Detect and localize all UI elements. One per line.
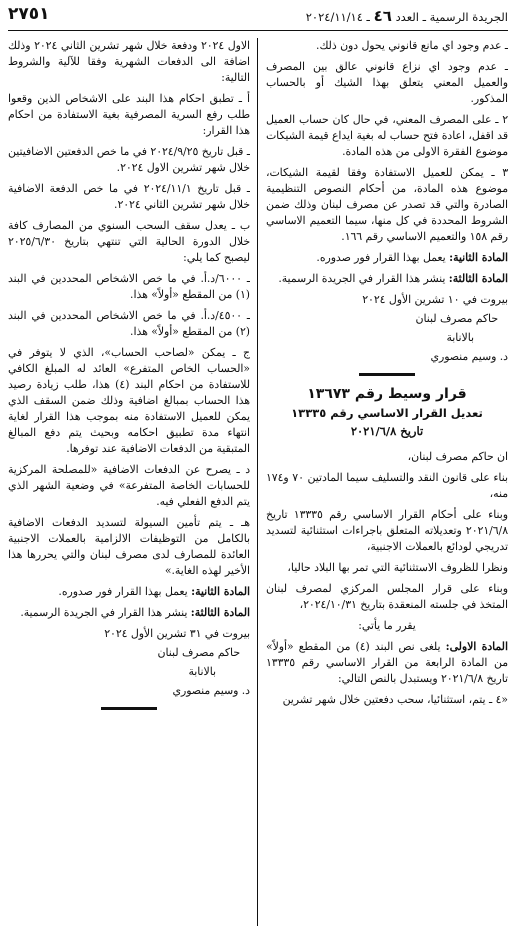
- condition-paragraph: ـ عدم وجود اي نزاع قانوني عالق بين المصرف والعميل المعني يتعلق بهذا الشيك أو بالحساب المذكور.: [266, 60, 508, 105]
- article-one: [266, 639, 508, 687]
- signature-block: [8, 626, 250, 699]
- signatory-title: حاكم مصرف لبنان: [157, 646, 240, 659]
- issue-number: ٤٦: [373, 7, 392, 25]
- article-label: المادة الثانية:: [191, 585, 250, 598]
- body-paragraph: ـ ٦٠٠٠/د.أ. في ما خص الاشخاص المحددين في البند (١) من المقطع «أولاً» هذا.: [8, 272, 250, 301]
- by-proxy: بالانابة: [446, 331, 474, 344]
- by-proxy: بالانابة: [188, 665, 216, 678]
- article-three: [266, 271, 508, 287]
- signatory-title: حاكم مصرف لبنان: [415, 312, 498, 325]
- place-date: بيروت في ٣١ تشرين الأول ٢٠٢٤: [104, 627, 250, 640]
- decision-date: تاريخ ٢٠٢١/٦/٨: [350, 424, 424, 438]
- preamble-line: ونظرا للظروف الاستثنائية التي تمر بها البلاد حاليا،: [287, 561, 508, 574]
- article-text: يلغى نص البند (٤) من المقطع «أولاً» من المادة الرابعة من القرار الاساسي رقم ١٣٣٣٥ تاريخ ٢٠٢١/٦/٨ ويستبدل بالنص التالي:: [266, 640, 508, 685]
- quote-start: «٤ ـ يتم، استثنائيا، سحب دفعتين خلال شهر تشرين: [282, 693, 508, 706]
- body-paragraph: ـ قبل تاريخ ٢٠٢٤/١١/١ في ما خص الدفعة الاضافية خلال شهر تشرين الثاني ٢٠٢٤.: [8, 182, 250, 211]
- page-header: [8, 4, 508, 31]
- article-text: يعمل بهذا القرار فور صدوره.: [316, 251, 446, 264]
- place-date: بيروت في ١٠ تشرين الأول ٢٠٢٤: [362, 293, 508, 306]
- signature-block: [266, 292, 508, 365]
- clause-paragraph: ٣ ـ يمكن للعميل الاستفادة وفقا لقيمة الشيكات، موضوع هذه المادة، من أحكام النصوص التنظيمية الصادرة والتي قد تصدر عن مصرف لبنان وذلك ضمن الشروط المحددة في كل منها، سيما التعميم الاساسي رقم ١٥٨ والتعميم الاساسي رقم ١٦٦.: [266, 166, 508, 243]
- article-label: المادة الثالثة:: [448, 272, 508, 285]
- preamble-line: وبناء على أحكام القرار الاساسي رقم ١٣٣٣٥ تاريخ ٢٠٢١/٦/٨ وتعديلاته المتعلق باجراءات استثنائية لتسديد تدريجي لودائع بالعملات الاجنبية،: [266, 508, 508, 553]
- condition-paragraph: ـ عدم وجود اي مانع قانوني يحول دون ذلك.: [316, 39, 508, 52]
- page-number: ٢٧٥١: [8, 4, 50, 24]
- decides-line: يقرر ما يأتي:: [358, 619, 416, 632]
- decision-title: قرار وسيط رقم ١٣٦٧٣: [307, 386, 467, 402]
- issue-date: ـ ٢٠٢٤/١١/١٤: [305, 10, 370, 24]
- signatory-name: د. وسيم منصوري: [172, 684, 250, 697]
- body-paragraph: أ ـ تطبق احكام هذا البند على الاشخاص الذين وقعوا طلب رفع السرية المصرفية بغية الاستفادة من احكام هذا القرار:: [8, 92, 250, 137]
- article-text: ينشر هذا القرار في الجريدة الرسمية.: [278, 272, 446, 285]
- clause-paragraph: ٢ ـ على المصرف المعني، في حال كان حساب العميل قد اقفل، اعادة فتح حساب له بغية ايداع قيمة الشيكات موضوع الفقرة الاولى من هذه المادة.: [266, 113, 508, 158]
- body-paragraph: ـ ٤٥٠٠/د.أ. في ما خص الاشخاص المحددين في البند (٢) من المقطع «أولاً» هذا.: [8, 309, 250, 338]
- article-label: المادة الاولى:: [445, 640, 508, 653]
- column-divider: [257, 38, 258, 926]
- right-column: [266, 38, 508, 930]
- signatory-name: د. وسيم منصوري: [430, 350, 508, 363]
- gazette-title: الجريدة الرسمية ـ العدد: [395, 10, 508, 24]
- article-text: يعمل بهذا القرار فور صدوره.: [58, 585, 188, 598]
- article-label: المادة الثانية:: [449, 251, 508, 264]
- section-separator: [359, 373, 415, 376]
- preamble-line: وبناء على قرار المجلس المركزي لمصرف لبنان المتخذ في جلسته المنعقدة بتاريخ ٢٠٢٤/١٠/٣١،: [266, 582, 508, 611]
- decision-subtitle: تعديل القرار الاساسي رقم ١٣٣٣٥: [291, 406, 483, 420]
- article-label: المادة الثالثة:: [190, 606, 250, 619]
- preamble-line: ان حاكم مصرف لبنان،: [407, 450, 508, 463]
- body-paragraph: ب ـ يعدل سقف السحب السنوي من المصارف كافة خلال الدورة الحالية التي تنتهي بتاريخ ٢٠٢٥/٦/٣٠ ليصبح كما يلي:: [8, 219, 250, 264]
- body-paragraph: ج ـ يمكن «لصاحب الحساب»، الذي لا يتوفر في «الحساب الخاص المتفرع» العائد له المبلغ الكافي للاستفادة من احكام البند (٤) هذا، طلب زيادة رصيد هذا الحساب بمبالغ اضافية وذلك ضمن السقف الذي يمكن للعميل الاستفادة منه بموجب هذا القرار لغاية انتهاء مدة تطبيق احكامه وبحيث يتم دفع المبالغ المتبقية من الدفعات الاضافية عند توفرها.: [8, 346, 250, 455]
- left-column: [8, 38, 250, 930]
- body-paragraph: د ـ يصرح عن الدفعات الاضافية «للمصلحة المركزية للحسابات الخاصة المتفرعة» في وضعية الشهر الذي يتم الدفع الفعلي فيه.: [8, 463, 250, 508]
- body-paragraph: ـ قبل تاريخ ٢٠٢٤/٩/٢٥ في ما خص الدفعتين الاضافيتين خلال شهر تشرين الاول ٢٠٢٤.: [8, 145, 250, 174]
- preamble-line: بناء على قانون النقد والتسليف سيما المادتين ٧٠ و١٧٤ منه،: [266, 471, 508, 500]
- article-two: [266, 250, 508, 266]
- article-three: [8, 605, 250, 621]
- gazette-running-title: [306, 7, 508, 25]
- section-separator: [101, 707, 157, 710]
- body-paragraph: هـ ـ يتم تأمين السيولة لتسديد الدفعات الاضافية بالكامل من التوظيفات الالزامية بالعملات الاجنبية العائدة للمصارف لدى مصرف لبنان والتي يحررها هذا الأخير لهذه الغاية.»: [8, 516, 250, 577]
- body-paragraph: الاول ٢٠٢٤ ودفعة خلال شهر تشرين الثاني ٢٠٢٤ وذلك اضافة الى الدفعات الشهرية وفقا للآلية والشروط التالية:: [8, 39, 250, 84]
- article-text: ينشر هذا القرار في الجريدة الرسمية.: [20, 606, 188, 619]
- article-two: [8, 584, 250, 600]
